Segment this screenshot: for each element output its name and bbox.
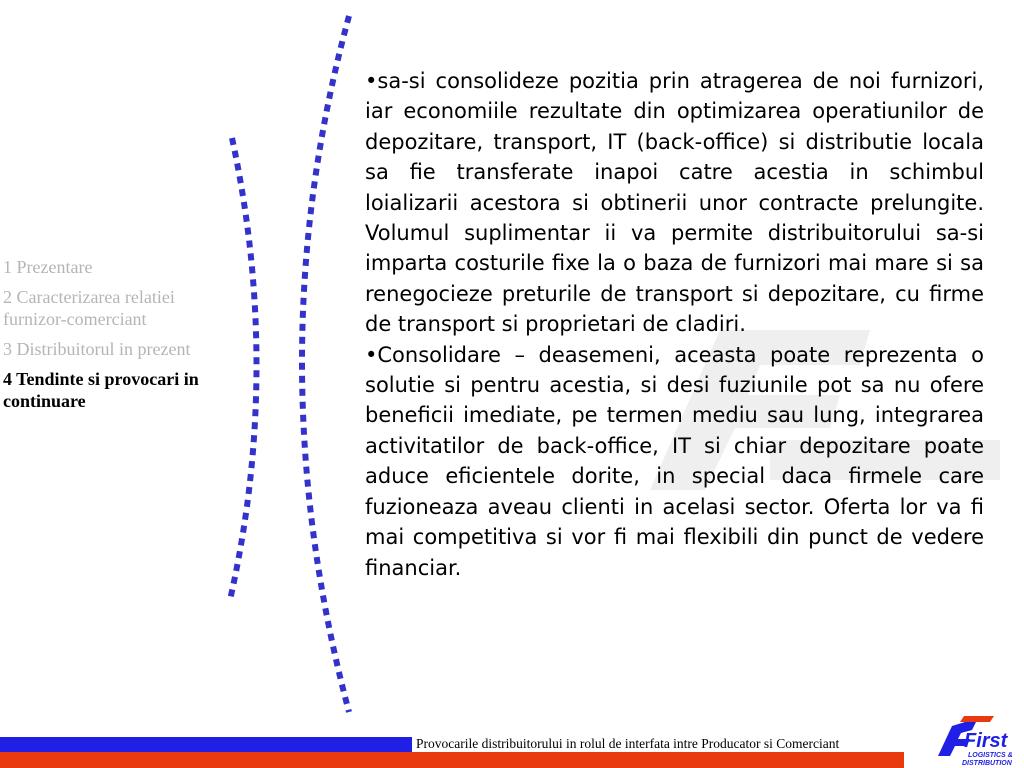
footer-caption: Provocarile distribuitorului in rolul de interfata intre Producator si Comerciant — [416, 736, 840, 751]
logo-wordmark: First — [964, 730, 1008, 752]
footer-red-bar — [0, 752, 904, 768]
nav-item-tendinte[interactable]: 4 Tendinte si provocari in continuare — [3, 369, 199, 411]
logo-line2: DISTRIBUTION — [962, 760, 1012, 767]
nav-item-caracterizarea[interactable]: 2 Caracterizarea relatiei furnizor-comerciant — [3, 287, 175, 329]
first-logistics-logo — [934, 712, 1024, 768]
nav-item-prezentare[interactable]: 1 Prezentare — [3, 257, 93, 277]
logo-line1: LOGISTICS & — [968, 752, 1013, 759]
nav-item-distribuitorul[interactable]: 3 Distribuitorul in prezent — [3, 339, 191, 359]
content-paragraph-2: •Consolidare – deasemeni, aceasta poate reprezenta o solutie si pentru acestia, si desi fuziunile pot sa nu ofere beneficii imediate, pe termen mediu sau lung, integrarea activitatilor de back-office, IT si chiar depozitare poate aduce eficientele dorite, in special daca firmele care fuzioneaza aveau clienti in acelasi sector. Oferta lor va fi mai competitiva si vor fi mai flexibili din punct de vedere financiar. — [365, 342, 984, 580]
section-nav — [3, 256, 231, 420]
footer-blue-bar — [0, 737, 412, 752]
content-paragraph-1: •sa-si consolideze pozitia prin atragerea de noi furnizori, iar economiile rezultate din optimizarea operatiunilor de depozitare, transport, IT (back-office) si distributie locala sa fie transferate inapoi catre acestia in schimbul loializarii acestora si obtinerii unor contracte prelungite. Volumul suplimentar ii va permite distribuitorului sa-si imparta costurile fixe la o baza de furnizori mai mare si sa renegocieze preturile de transport si depozitare, cu firme de transport si proprietari de cladiri. — [365, 69, 984, 337]
main-content — [365, 66, 984, 583]
